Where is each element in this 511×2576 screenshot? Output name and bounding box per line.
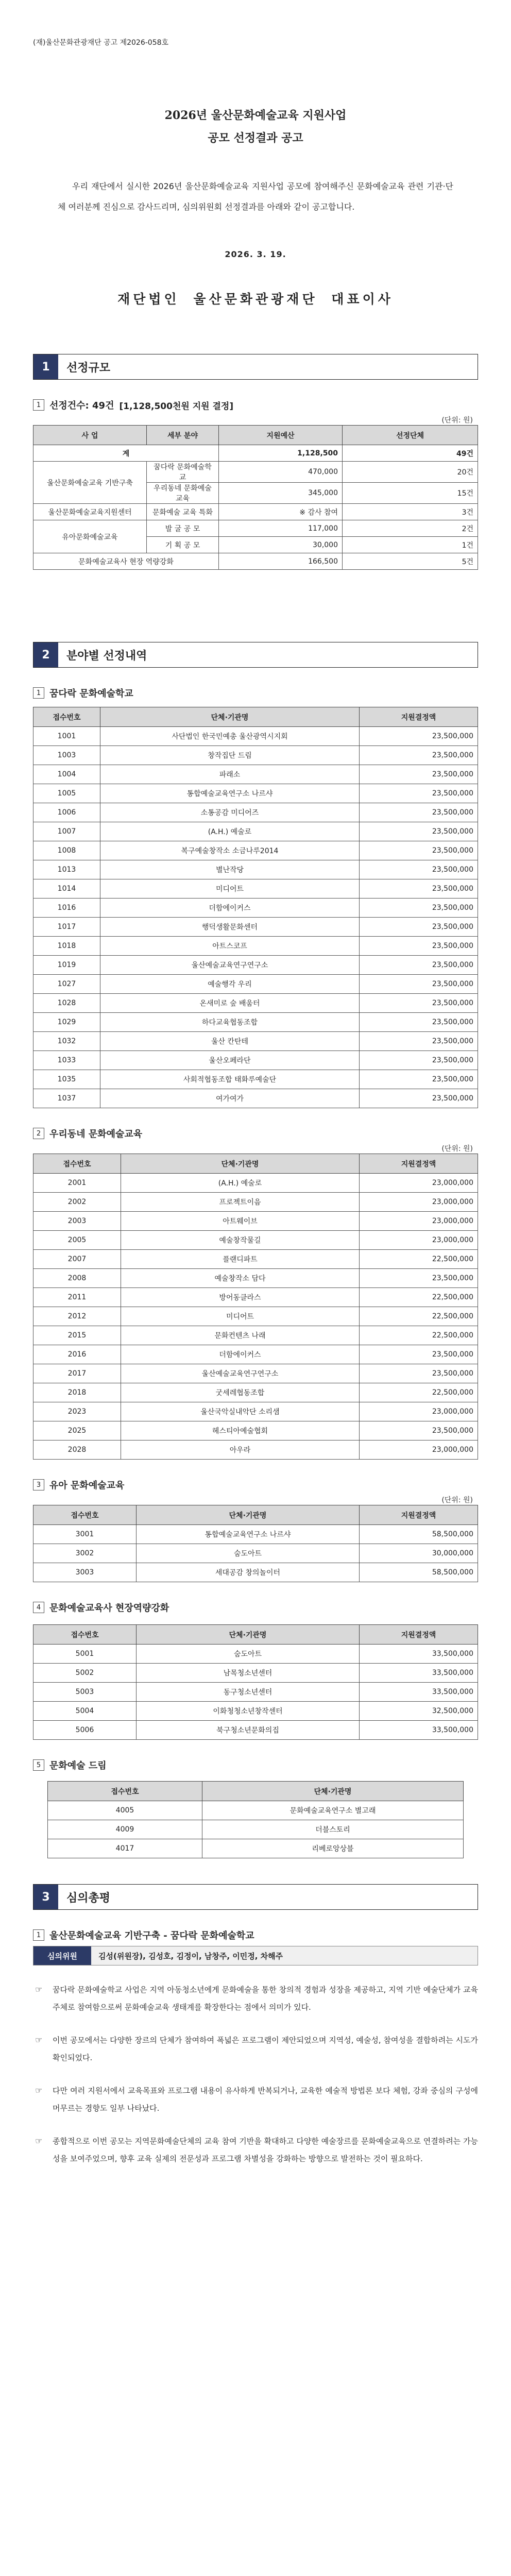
cell-amount: 22,500,000 (360, 1307, 478, 1326)
cell-budget: 470,000 (219, 462, 343, 483)
cell-number: 2023 (33, 1402, 121, 1421)
sub-heading-teacher (33, 1601, 478, 1614)
cell-amount: 23,500,000 (360, 784, 478, 803)
cell-number: 2005 (33, 1231, 121, 1250)
table-row (33, 1089, 478, 1108)
table-row (33, 1307, 478, 1326)
cell-org-name: 더블스토리 (202, 1820, 464, 1839)
sub-heading-review (33, 1928, 478, 1942)
total-label: 계 (33, 445, 219, 462)
cell-number: 1013 (33, 860, 100, 879)
review-item (33, 2132, 478, 2167)
cell-org-name: 미디어트 (100, 879, 360, 899)
cell-number: 2015 (33, 1326, 121, 1345)
cell-number: 2007 (33, 1250, 121, 1269)
cell-amount: 23,000,000 (360, 1193, 478, 1212)
cell-number: 1028 (33, 994, 100, 1013)
cell-number: 4005 (48, 1801, 202, 1820)
sub-title: 울산문화예술교육 기반구축 - 꿈다락 문화예술학교 (49, 1930, 254, 1941)
cell-org-name: 울산예술교육연구연구소 (121, 1364, 360, 1383)
cell-number: 1016 (33, 899, 100, 918)
review-text: 꿈다락 문화예술학교 사업은 지역 아동청소년에게 문화예술을 통한 창의적 경험과 성장을 제공하고, 지역 기반 예술단체가 교육주체로 참여함으로써 문화예술교육 생태계를 확장한다는 점에서 의미가 있다. (53, 1985, 478, 2012)
cell-amount: 23,500,000 (360, 841, 478, 860)
doc-title: 2026년 울산문화예술교육 지원사업 (164, 109, 347, 122)
reviewer-tag: 심의위원 (33, 1946, 91, 1965)
review-items (33, 1981, 478, 2167)
reviewer-names: 김성(위원장), 김성호, 김정이, 남창주, 이민정, 차해주 (91, 1946, 478, 1965)
cell-budget: 166,500 (219, 553, 343, 570)
cell-amount: 23,500,000 (360, 746, 478, 765)
total-count: 49건 (343, 445, 478, 462)
cell-amount: 23,500,000 (360, 1032, 478, 1051)
cell-org-name: 온새미로 숲 배움터 (100, 994, 360, 1013)
section-number: 1 (33, 354, 58, 379)
cell-number: 1027 (33, 975, 100, 994)
table-row (33, 899, 478, 918)
kids-body (33, 1525, 478, 1582)
cell-amount: 23,500,000 (360, 1013, 478, 1032)
cell-amount: 23,000,000 (360, 1402, 478, 1421)
cell-org-name: 예술행각 우리 (100, 975, 360, 994)
cell-amount: 58,500,000 (360, 1563, 478, 1582)
pointing-hand-icon: ☞ (35, 2086, 43, 2095)
table-row (33, 765, 478, 784)
table-row (33, 1070, 478, 1089)
cell-org-name: 동구청소년센터 (137, 1683, 360, 1702)
pointing-hand-icon: ☞ (35, 1985, 43, 1994)
cell-org-name: 사단법인 한국민예총 울산광역시지회 (100, 727, 360, 746)
cell-org-name: 숨도아트 (137, 1544, 360, 1563)
sub-heading-drim (33, 1758, 478, 1772)
table-row (48, 1820, 464, 1839)
cell-org-name: 더함에이커스 (121, 1345, 360, 1364)
cell-count: 15건 (343, 483, 478, 504)
cell-field: 우리동네 문화예술교육 (147, 483, 219, 504)
cell-amount: 23,000,000 (360, 1212, 478, 1231)
cell-amount: 23,000,000 (360, 1231, 478, 1250)
cell-count: 1건 (343, 537, 478, 553)
table-row (33, 1440, 478, 1460)
dream-school-body (33, 727, 478, 1108)
table-row (33, 994, 478, 1013)
total-budget: 1,128,500 (219, 445, 343, 462)
sub-title: 문화예술교육사 현장역량강화 (49, 1603, 169, 1614)
cell-amount: 23,500,000 (360, 994, 478, 1013)
cell-number: 5006 (33, 1721, 137, 1740)
total-row (33, 445, 478, 462)
cell-budget: 117,000 (219, 520, 343, 537)
cell-number: 1005 (33, 784, 100, 803)
cell-amount: 23,500,000 (360, 803, 478, 822)
cell-number: 2012 (33, 1307, 121, 1326)
col-header: 세부 분야 (147, 426, 219, 445)
drim-table (47, 1781, 464, 1858)
cell-org-name: 행덕생활문화센터 (100, 918, 360, 937)
cell-field: 기 획 공 모 (147, 537, 219, 553)
cell-amount: 23,500,000 (360, 822, 478, 841)
cell-field: 문화예술 교육 특화 (147, 504, 219, 520)
cell-org-name: 헤스티아예술협회 (121, 1421, 360, 1440)
unit-label: (단위: 원) (441, 416, 473, 425)
table-row (33, 727, 478, 746)
cell-number: 1003 (33, 746, 100, 765)
cell-amount: 22,500,000 (360, 1250, 478, 1269)
reviewer-bar (33, 1946, 478, 1965)
cell-number: 2018 (33, 1383, 121, 1402)
pointing-hand-icon: ☞ (35, 2035, 43, 2045)
cell-amount: 22,500,000 (360, 1383, 478, 1402)
cell-number: 2011 (33, 1288, 121, 1307)
cell-budget: ※ 감사 참여 (219, 504, 343, 520)
cell-number: 4009 (48, 1820, 202, 1839)
cell-biz: 문화예술교육사 현장 역량강화 (33, 553, 219, 570)
cell-amount: 33,500,000 (360, 1664, 478, 1683)
cell-amount: 23,500,000 (360, 956, 478, 975)
cell-org-name: 굿세레협동조합 (121, 1383, 360, 1402)
cell-org-name: 통합예술교육연구소 나르샤 (137, 1525, 360, 1544)
sub-number-box: 5 (33, 1759, 44, 1771)
col-header: 접수번호 (48, 1782, 202, 1801)
cell-org-name: 울산예술교육연구연구소 (100, 956, 360, 975)
cell-org-name: 미디어트 (121, 1307, 360, 1326)
table-row (33, 1645, 478, 1664)
kids-table (33, 1505, 478, 1582)
cell-biz: 울산문화예술교육지원센터 (33, 504, 147, 520)
cell-amount: 23,500,000 (360, 899, 478, 918)
col-header: 접수번호 (33, 1625, 137, 1645)
cell-org-name: 여가여가 (100, 1089, 360, 1108)
cell-amount: 23,500,000 (360, 1269, 478, 1288)
table-row (33, 520, 478, 537)
section-2-header (33, 642, 478, 668)
sub-title: 선정건수: 49건 (49, 400, 114, 411)
unit-label: (단위: 원) (441, 1145, 473, 1153)
table-row (33, 1345, 478, 1364)
issuer-org: 재단법인 울산문화관광재단 대표이사 (117, 292, 394, 307)
table-row (33, 803, 478, 822)
cell-number: 2002 (33, 1193, 121, 1212)
cell-amount: 23,500,000 (360, 937, 478, 956)
review-text: 종합적으로 이번 공모는 지역문화예술단체의 교육 참여 기반을 확대하고 다양한 예술장르를 문화예술교육으로 연결하려는 가능성을 보여주었으며, 향후 교육 실제의 전문성과 프로그램 차별성을 강화하는 방향으로 발전하는 것이 필요하다. (53, 2137, 478, 2163)
cell-number: 1019 (33, 956, 100, 975)
table-row (33, 1421, 478, 1440)
section-1-header (33, 354, 478, 380)
sub-heading-village (33, 1127, 478, 1140)
cell-number: 3003 (33, 1563, 137, 1582)
cell-org-name: (A.H.) 예술로 (121, 1174, 360, 1193)
doc-subtitle: 공모 선정결과 공고 (208, 131, 303, 145)
table-row (33, 1326, 478, 1345)
cell-org-name: 별난작당 (100, 860, 360, 879)
cell-number: 5003 (33, 1683, 137, 1702)
cell-amount: 33,500,000 (360, 1645, 478, 1664)
cell-biz: 유아문화예술교육 (33, 520, 147, 553)
table-row (33, 1402, 478, 1421)
cell-number: 3002 (33, 1544, 137, 1563)
summary-table (33, 425, 478, 570)
col-header: 지원결정액 (360, 1625, 478, 1645)
col-header: 지원결정액 (360, 1154, 478, 1174)
cell-amount: 22,500,000 (360, 1288, 478, 1307)
cell-count: 5건 (343, 553, 478, 570)
section-3-header (33, 1884, 478, 1910)
cell-amount: 23,500,000 (360, 1345, 478, 1364)
cell-number: 1001 (33, 727, 100, 746)
cell-org-name: 예술창작물길 (121, 1231, 360, 1250)
table-row (33, 937, 478, 956)
cell-org-name: 문화예술교육연구소 별고래 (202, 1801, 464, 1820)
cell-amount: 23,500,000 (360, 918, 478, 937)
col-header: 지원결정액 (360, 707, 478, 727)
table-row (33, 822, 478, 841)
table-row (33, 1174, 478, 1193)
cell-org-name: 파래소 (100, 765, 360, 784)
cell-number: 1037 (33, 1089, 100, 1108)
cell-amount: 23,000,000 (360, 1174, 478, 1193)
sub-number-box: 1 (33, 687, 44, 699)
teacher-body (33, 1645, 478, 1740)
table-row (33, 746, 478, 765)
sub-number-box: 4 (33, 1602, 44, 1613)
cell-number: 2025 (33, 1421, 121, 1440)
cell-amount: 23,500,000 (360, 975, 478, 994)
sub-note: [1,128,500천원 지원 결정] (119, 401, 234, 412)
cell-org-name: 리베로앙상블 (202, 1839, 464, 1858)
cell-budget: 30,000 (219, 537, 343, 553)
cell-amount: 23,000,000 (360, 1440, 478, 1460)
section-number: 3 (33, 1885, 58, 1909)
cell-amount: 23,500,000 (360, 1051, 478, 1070)
cell-org-name: 복구예술창작소 소금나루2014 (100, 841, 360, 860)
section-title: 심의총평 (66, 1891, 111, 1905)
review-text: 다만 여러 지원서에서 교육목표와 프로그램 내용이 유사하게 반복되거나, 교육한 예술적 방법론 보다 체험, 강좌 중심의 구성에 머무르는 경향도 일부 나타났다. (53, 2086, 478, 2113)
teacher-table (33, 1624, 478, 1740)
pointing-hand-icon: ☞ (35, 2136, 43, 2146)
cell-number: 1007 (33, 822, 100, 841)
cell-amount: 23,500,000 (360, 1089, 478, 1108)
sub-heading-selection-count (33, 398, 478, 412)
table-row (33, 1702, 478, 1721)
cell-number: 5002 (33, 1664, 137, 1683)
cell-number: 1029 (33, 1013, 100, 1032)
announcement-number: (재)울산문화관광재단 공고 제2026-058호 (33, 39, 169, 47)
cell-org-name: 방어동클라스 (121, 1288, 360, 1307)
sub-number-box: 1 (33, 1929, 44, 1941)
cell-amount: 23,500,000 (360, 765, 478, 784)
table-row (33, 1212, 478, 1231)
table-row (33, 1250, 478, 1269)
cell-biz: 울산문화예술교육 기반구축 (33, 462, 147, 504)
cell-org-name: 문화컨텐츠 나래 (121, 1326, 360, 1345)
sub-number-box: 2 (33, 1128, 44, 1139)
col-header: 접수번호 (33, 1505, 137, 1525)
table-row (33, 1683, 478, 1702)
table-row (33, 1664, 478, 1683)
dream-school-table (33, 707, 478, 1108)
table-row (33, 1525, 478, 1544)
section-title: 선정규모 (66, 361, 111, 375)
cell-count: 20건 (343, 462, 478, 483)
table-row (33, 975, 478, 994)
table-row (33, 956, 478, 975)
cell-amount: 22,500,000 (360, 1326, 478, 1345)
cell-number: 1006 (33, 803, 100, 822)
sub-title: 문화예술 드림 (49, 1760, 107, 1771)
review-text: 이번 공모에서는 다양한 장르의 단체가 참여하여 폭넓은 프로그램이 제안되었으며 지역성, 예술성, 참여성을 결합하려는 시도가 확인되었다. (53, 2036, 478, 2062)
sub-heading-kids (33, 1478, 478, 1492)
sub-title: 유아 문화예술교육 (49, 1480, 125, 1491)
cell-amount: 23,500,000 (360, 1070, 478, 1089)
cell-field: 발 굴 공 모 (147, 520, 219, 537)
review-item (33, 1981, 478, 2016)
col-header: 선정단체 (343, 426, 478, 445)
review-item (33, 2082, 478, 2117)
table-row (48, 1801, 464, 1820)
cell-org-name: 플랜디파트 (121, 1250, 360, 1269)
cell-org-name: 아트스코프 (100, 937, 360, 956)
table-row (33, 1231, 478, 1250)
cell-amount: 23,500,000 (360, 860, 478, 879)
cell-org-name: 통합예술교육연구소 나르샤 (100, 784, 360, 803)
cell-count: 3건 (343, 504, 478, 520)
cell-field: 꿈다락 문화예술학교 (147, 462, 219, 483)
village-table (33, 1154, 478, 1460)
col-header: 단체·기관명 (137, 1625, 360, 1645)
table-row (33, 1544, 478, 1563)
cell-org-name: 프로젝트이음 (121, 1193, 360, 1212)
table-row (33, 553, 478, 570)
cell-org-name: 창작집단 드림 (100, 746, 360, 765)
cell-number: 2003 (33, 1212, 121, 1231)
col-header: 단체·기관명 (202, 1782, 464, 1801)
sub-title: 우리동네 문화예술교육 (49, 1129, 143, 1140)
cell-number: 1017 (33, 918, 100, 937)
cell-org-name: 소통공감 미디어즈 (100, 803, 360, 822)
col-header: 접수번호 (33, 707, 100, 727)
table-row (33, 1364, 478, 1383)
sub-heading-dream-school (33, 686, 478, 700)
sub-number-box: 1 (33, 399, 44, 411)
cell-amount: 32,500,000 (360, 1702, 478, 1721)
cell-org-name: 이화청청소년창작센터 (137, 1702, 360, 1721)
cell-amount: 30,000,000 (360, 1544, 478, 1563)
drim-body (48, 1801, 464, 1858)
cell-count: 2건 (343, 520, 478, 537)
announce-date: 2026. 3. 19. (225, 249, 286, 259)
cell-number: 1014 (33, 879, 100, 899)
cell-org-name: 숨도아트 (137, 1645, 360, 1664)
cell-org-name: 예술창작소 담다 (121, 1269, 360, 1288)
intro-paragraph: 우리 재단에서 실시한 2026년 울산문화예술교육 지원사업 공모에 참여해주신 문화예술교육 관련 기관·단체 여러분께 진심으로 감사드리며, 심의위원회 선정결과를 아래와 같이 공고합니다. (58, 181, 453, 212)
cell-number: 1018 (33, 937, 100, 956)
cell-amount: 33,500,000 (360, 1683, 478, 1702)
section-title: 분야별 선정내역 (66, 649, 147, 663)
section-number: 2 (33, 642, 58, 667)
col-header: 단체·기관명 (137, 1505, 360, 1525)
review-item (33, 2031, 478, 2066)
unit-label: (단위: 원) (441, 1496, 473, 1504)
cell-number: 5001 (33, 1645, 137, 1664)
cell-org-name: 더함에이커스 (100, 899, 360, 918)
table-row (33, 1013, 478, 1032)
table-row (33, 1383, 478, 1402)
sub-title: 꿈다락 문화예술학교 (49, 688, 133, 699)
cell-org-name: 울산국악실내악단 소리샘 (121, 1402, 360, 1421)
table-row (33, 1269, 478, 1288)
col-header: 접수번호 (33, 1154, 121, 1174)
cell-number: 2017 (33, 1364, 121, 1383)
table-row (33, 1721, 478, 1740)
cell-number: 5004 (33, 1702, 137, 1721)
cell-number: 2028 (33, 1440, 121, 1460)
cell-number: 3001 (33, 1525, 137, 1544)
table-row (48, 1839, 464, 1858)
cell-org-name: 아트웨이브 (121, 1212, 360, 1231)
sub-number-box: 3 (33, 1479, 44, 1490)
table-row (33, 841, 478, 860)
cell-amount: 23,500,000 (360, 727, 478, 746)
cell-amount: 23,500,000 (360, 1421, 478, 1440)
cell-number: 2001 (33, 1174, 121, 1193)
col-header: 지원예산 (219, 426, 343, 445)
cell-number: 1004 (33, 765, 100, 784)
cell-number: 2016 (33, 1345, 121, 1364)
table-row (33, 1193, 478, 1212)
table-row (33, 784, 478, 803)
cell-org-name: 남목청소년센터 (137, 1664, 360, 1683)
cell-amount: 23,500,000 (360, 1364, 478, 1383)
cell-org-name: 북구청소년문화의집 (137, 1721, 360, 1740)
cell-amount: 58,500,000 (360, 1525, 478, 1544)
cell-budget: 345,000 (219, 483, 343, 504)
village-body (33, 1174, 478, 1460)
col-header: 사 업 (33, 426, 147, 445)
table-row (33, 504, 478, 520)
cell-amount: 33,500,000 (360, 1721, 478, 1740)
cell-amount: 23,500,000 (360, 879, 478, 899)
cell-org-name: (A.H.) 예술로 (100, 822, 360, 841)
table-row (33, 1051, 478, 1070)
table-row (33, 879, 478, 899)
col-header: 단체·기관명 (121, 1154, 360, 1174)
cell-number: 1032 (33, 1032, 100, 1051)
cell-org-name: 울산 칸탄테 (100, 1032, 360, 1051)
cell-org-name: 세대공감 창의놀이터 (137, 1563, 360, 1582)
cell-number: 1008 (33, 841, 100, 860)
col-header: 단체·기관명 (100, 707, 360, 727)
table-row (33, 1288, 478, 1307)
cell-org-name: 사회적협동조합 태화루예술단 (100, 1070, 360, 1089)
table-row (33, 918, 478, 937)
table-row (33, 462, 478, 483)
cell-number: 4017 (48, 1839, 202, 1858)
cell-org-name: 아우라 (121, 1440, 360, 1460)
cell-org-name: 하다교육협동조합 (100, 1013, 360, 1032)
table-row (33, 860, 478, 879)
table-row (33, 1563, 478, 1582)
cell-org-name: 울산오페라단 (100, 1051, 360, 1070)
table-row (33, 1032, 478, 1051)
cell-number: 1035 (33, 1070, 100, 1089)
cell-number: 2008 (33, 1269, 121, 1288)
col-header: 지원결정액 (360, 1505, 478, 1525)
cell-number: 1033 (33, 1051, 100, 1070)
